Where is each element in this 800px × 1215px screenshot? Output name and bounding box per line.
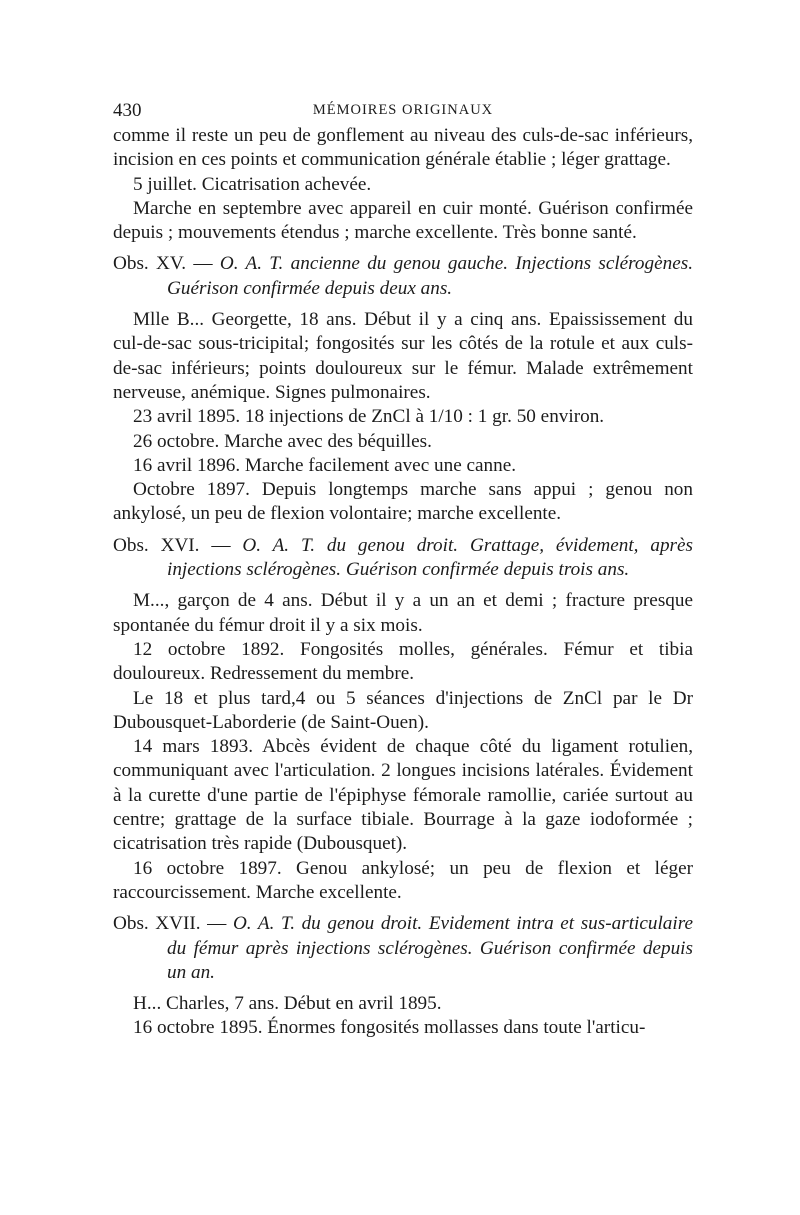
observation-title: O. A. T. du genou droit. Evidement intra et sus-articulaire du fémur après injections sclérogènes. Guérison confirmée depuis un an. [167,913,693,983]
paragraph: Octobre 1897. Depuis longtemps marche sans appui ; genou non ankylosé, un peu de flexion volontaire; marche excellente. [113,479,693,525]
observation-label: Obs. XV. — [113,253,220,275]
paragraph: 16 avril 1896. Marche facilement avec une canne. [133,454,517,476]
paragraph: 23 avril 1895. 18 injections de ZnCl à 1/10 : 1 gr. 50 environ. [133,406,605,428]
paragraph: 12 octobre 1892. Fongosités molles, générales. Fémur et tibia douloureux. Redressement du membre. [113,638,693,685]
paragraph: 16 octobre 1897. Genou ankylosé; un peu de flexion et léger raccourcissement. Marche excellente. [113,857,693,903]
observation-heading-xvi [113,534,693,583]
paragraph: 14 mars 1893. Abcès évident de chaque côté du ligament rotulien, communiquant avec l'articulation. 2 longues incisions latérales. Évidement à la curette d'une partie de l'épiphyse fémorale ramollie, cariée surtout au centre; grattage de la surface tibiale. Bourrage à la gaze iodoformée ; cicatrisation très rapide (Dubousquet). [113,736,693,855]
paragraph: 26 octobre. Marche avec des béquilles. [133,430,432,452]
paragraph: Mlle B... Georgette, 18 ans. Début il y a cinq ans. Epaississement du cul-de-sac sous-tricipital; fongosités sur les côtés de la rotule et aux culs-de-sac inférieurs; points douloureux sur le fémur. Malade extrêmement nerveuse, anémique. Signes pulmonaires. [113,309,693,403]
paragraph: 16 octobre 1895. Énormes fongosités mollasses dans toute l'articu- [133,1017,646,1039]
paragraph: Le 18 et plus tard,4 ou 5 séances d'injections de ZnCl par le Dr Dubousquet-Laborderie (de Saint-Ouen). [113,687,693,733]
observation-label: Obs. XVI. — [113,534,243,556]
observation-title: O. A. T. ancienne du genou gauche. Injections sclérogènes. Guérison confirmée depuis deux ans. [167,253,694,299]
observation-heading-xv [113,252,693,301]
running-title: MÉMOIRES ORIGINAUX [312,102,494,118]
page-header [113,100,693,124]
paragraph: H... Charles, 7 ans. Début en avril 1895. [133,993,442,1015]
observation-label: Obs. XVII. — [113,913,233,935]
paragraph: 5 juillet. Cicatrisation achevée. [133,173,372,195]
paragraph: Marche en septembre avec appareil en cuir monté. Guérison confirmée depuis ; mouvements étendus ; marche excellente. Très bonne santé. [113,197,693,244]
page-number: 430 [113,100,142,121]
paragraph: M..., garçon de 4 ans. Début il y a un an et demi ; fracture presque spontanée du fémur droit il y a six mois. [113,590,693,636]
observation-title: O. A. T. du genou droit. Grattage, évidement, après injections sclérogènes. Guérison confirmée depuis trois ans. [167,534,693,581]
paragraph: comme il reste un peu de gonflement au niveau des culs-de-sac inférieurs, incision en ces points et communication générale établie ; léger grattage. [113,125,693,171]
page-body [113,124,693,1041]
observation-heading-xvii [113,912,693,985]
